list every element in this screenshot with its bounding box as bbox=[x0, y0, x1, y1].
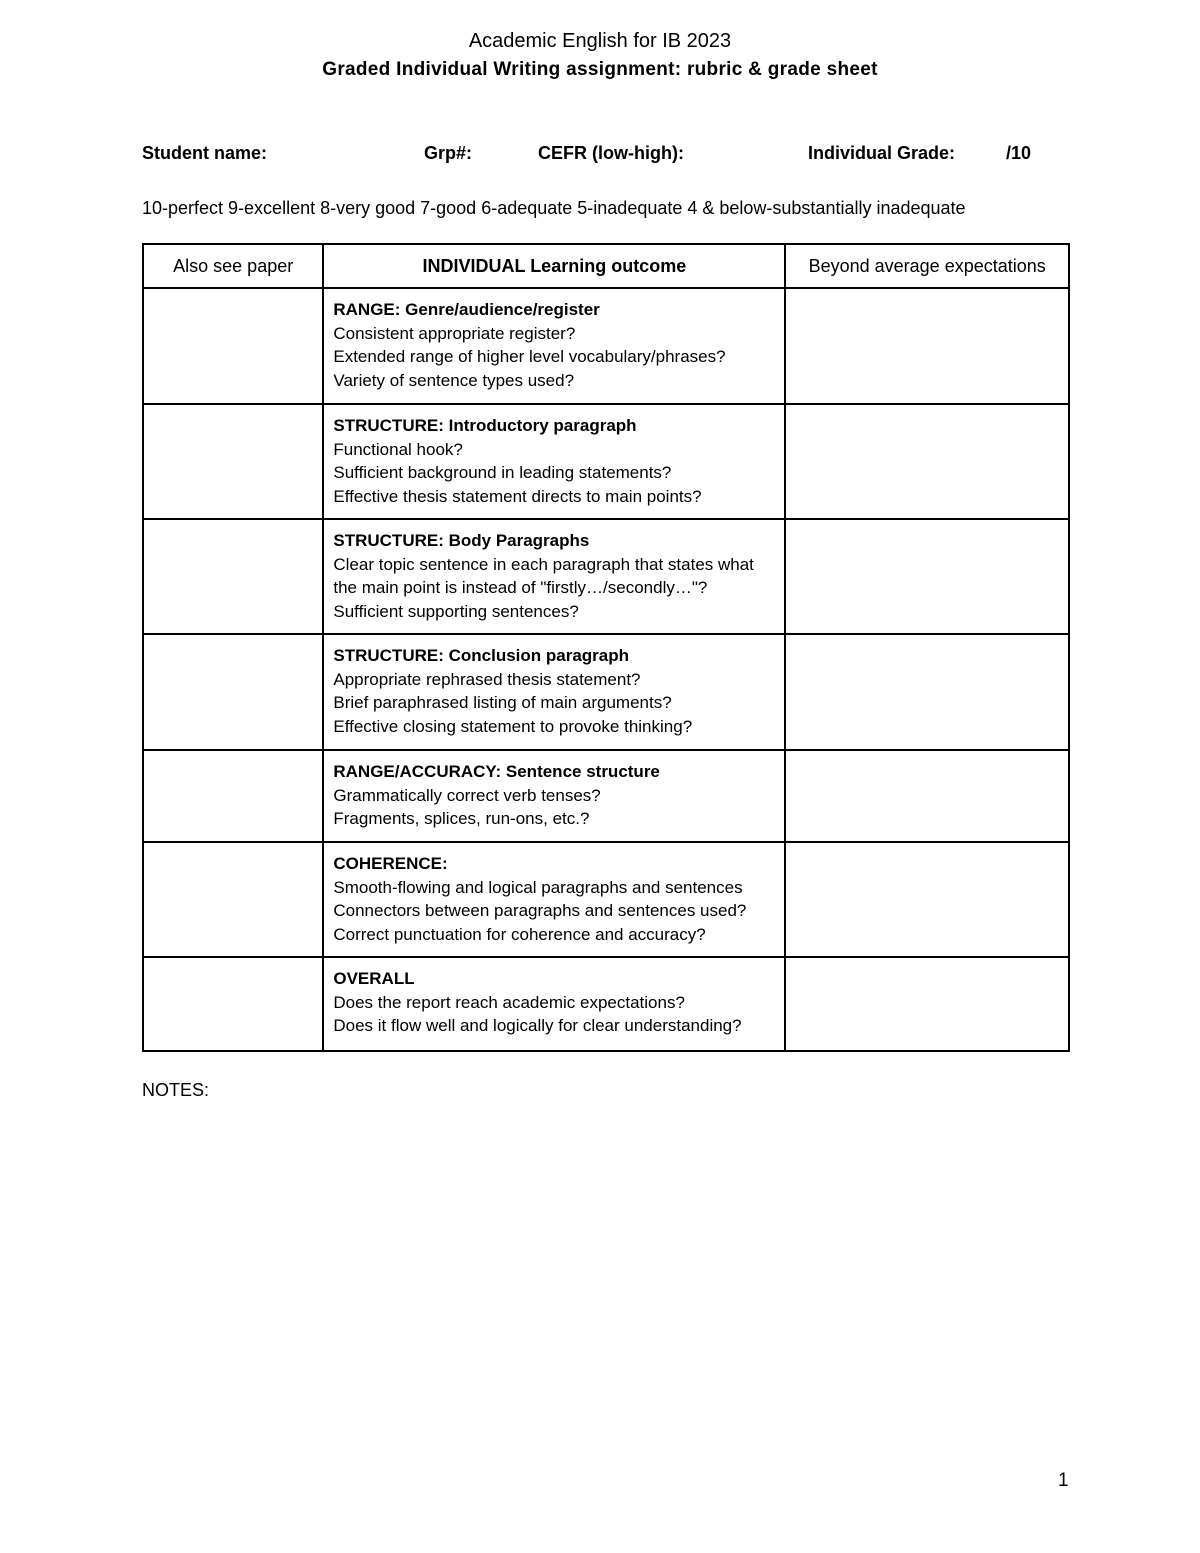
also-see-paper-cell bbox=[143, 288, 323, 404]
outcome-heading: RANGE: Genre/audience/register bbox=[333, 300, 600, 319]
outcome-heading: OVERALL bbox=[333, 969, 415, 988]
outcome-question: Variety of sentence types used? bbox=[333, 370, 575, 390]
beyond-expectations-cell bbox=[785, 519, 1069, 634]
outcome-question: Does it flow well and logically for clear understanding? bbox=[333, 1016, 742, 1035]
cefr-label: CEFR (low-high): bbox=[538, 143, 684, 163]
also-see-paper-cell bbox=[143, 404, 323, 519]
outcome-question: Sufficient supporting sentences? bbox=[333, 601, 579, 621]
also-see-paper-cell bbox=[143, 634, 323, 750]
outcome-question: Fragments, splices, run-ons, etc.? bbox=[333, 809, 590, 828]
outcome-question: Effective thesis statement directs to main points? bbox=[333, 486, 702, 506]
learning-outcome-cell bbox=[323, 957, 785, 1051]
document-title: Academic English for IB 2023 bbox=[468, 30, 732, 52]
beyond-expectations-cell bbox=[785, 634, 1069, 750]
beyond-expectations-cell bbox=[785, 842, 1069, 957]
outcome-question: Consistent appropriate register? bbox=[333, 323, 576, 343]
outcome-question: Clear topic sentence in each paragraph that states what the main point is instead of "firstly…/secondly…"? bbox=[333, 554, 754, 597]
grade-max-label: /10 bbox=[1006, 143, 1032, 163]
individual-grade-label: Individual Grade: bbox=[808, 143, 956, 163]
rubric-row bbox=[143, 519, 1069, 634]
outcome-question: Does the report reach academic expectations? bbox=[333, 992, 685, 1012]
rubric-row bbox=[143, 957, 1069, 1051]
outcome-heading: STRUCTURE: Conclusion paragraph bbox=[333, 646, 629, 665]
outcome-question: Appropriate rephrased thesis statement? bbox=[333, 669, 641, 689]
outcome-question: Smooth-flowing and logical paragraphs and sentences bbox=[333, 877, 743, 897]
group-label: Grp#: bbox=[424, 143, 473, 163]
student-name-label: Student name: bbox=[142, 143, 268, 163]
outcome-question: Extended range of higher level vocabulary/phrases? bbox=[333, 347, 726, 366]
rubric-row bbox=[143, 288, 1069, 404]
rubric-row bbox=[143, 842, 1069, 957]
header-learning-outcome: INDIVIDUAL Learning outcome bbox=[323, 244, 785, 288]
also-see-paper-cell bbox=[143, 750, 323, 842]
beyond-expectations-cell bbox=[785, 957, 1069, 1051]
rubric-header-row bbox=[143, 244, 1069, 288]
outcome-question: Sufficient background in leading statements? bbox=[333, 463, 672, 482]
learning-outcome-cell bbox=[323, 750, 785, 842]
also-see-paper-cell bbox=[143, 519, 323, 634]
outcome-question: Connectors between paragraphs and sentences used? bbox=[333, 901, 747, 920]
outcome-question: Grammatically correct verb tenses? bbox=[333, 785, 601, 805]
header-also-see-paper: Also see paper bbox=[143, 244, 323, 288]
page-number: 1 bbox=[1058, 1470, 1069, 1491]
learning-outcome-cell bbox=[323, 842, 785, 957]
beyond-expectations-cell bbox=[785, 750, 1069, 842]
outcome-question: Brief paraphrased listing of main arguments? bbox=[333, 693, 672, 712]
beyond-expectations-cell bbox=[785, 404, 1069, 519]
outcome-question: Effective closing statement to provoke thinking? bbox=[333, 716, 693, 736]
outcome-question: Correct punctuation for coherence and accuracy? bbox=[333, 924, 706, 944]
outcome-heading: RANGE/ACCURACY: Sentence structure bbox=[333, 762, 660, 781]
learning-outcome-cell bbox=[323, 519, 785, 634]
outcome-question: Functional hook? bbox=[333, 439, 463, 459]
rubric-body bbox=[143, 288, 1069, 1051]
learning-outcome-cell bbox=[323, 404, 785, 519]
outcome-heading: STRUCTURE: Introductory paragraph bbox=[333, 416, 637, 435]
also-see-paper-cell bbox=[143, 842, 323, 957]
document-subtitle: Graded Individual Writing assignment: rubric & grade sheet bbox=[322, 59, 878, 80]
rubric-row bbox=[143, 404, 1069, 519]
beyond-expectations-cell bbox=[785, 288, 1069, 404]
also-see-paper-cell bbox=[143, 957, 323, 1051]
grading-scale: 10-perfect 9-excellent 8-very good 7-good 6-adequate 5-inadequate 4 & below-substantially inadequate bbox=[142, 198, 966, 218]
header-beyond-expectations: Beyond average expectations bbox=[785, 244, 1069, 288]
notes-label: NOTES: bbox=[142, 1080, 210, 1100]
rubric-row bbox=[143, 634, 1069, 750]
rubric-table bbox=[142, 243, 1070, 1052]
outcome-heading: COHERENCE: bbox=[333, 854, 448, 873]
outcome-heading: STRUCTURE: Body Paragraphs bbox=[333, 531, 590, 550]
rubric-row bbox=[143, 750, 1069, 842]
learning-outcome-cell bbox=[323, 634, 785, 750]
learning-outcome-cell bbox=[323, 288, 785, 404]
